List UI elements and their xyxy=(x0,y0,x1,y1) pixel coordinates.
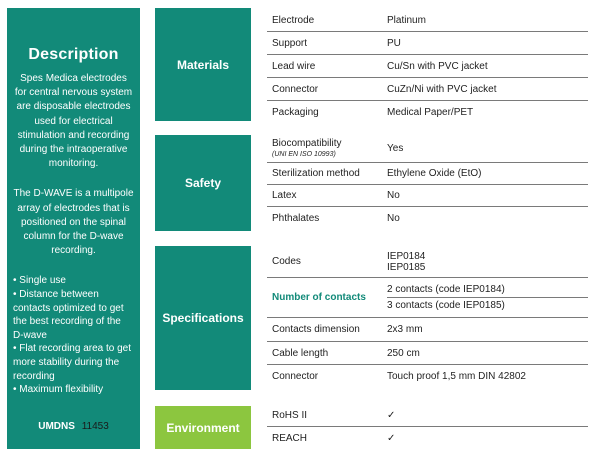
row-key: Connector xyxy=(272,83,319,95)
table-row xyxy=(267,342,588,365)
row-value: 2x3 mm xyxy=(387,324,423,335)
biocompat-label: Biocompatibility xyxy=(272,138,342,149)
category-specifications: Specifications xyxy=(155,246,251,390)
row-value: CuZn/Ni with PVC jacket xyxy=(387,83,497,95)
table-row xyxy=(267,207,588,229)
feature-list xyxy=(13,274,134,396)
table-row xyxy=(267,278,588,318)
description-panel xyxy=(7,8,140,449)
row-value: Yes xyxy=(387,142,404,154)
umdns-label: UMDNS xyxy=(38,420,75,432)
row-value xyxy=(387,251,588,273)
row-value: No xyxy=(387,212,400,224)
row-value: 250 cm xyxy=(387,347,420,359)
table-row xyxy=(267,134,588,163)
table-row xyxy=(267,185,588,207)
row-key: Sterilization method xyxy=(272,168,360,179)
table-row xyxy=(267,163,588,185)
table-row xyxy=(267,427,588,450)
table-row xyxy=(267,78,588,101)
row-key: Connector xyxy=(272,370,319,382)
row-value xyxy=(387,282,588,313)
row-key: Number of contacts xyxy=(272,292,366,303)
contacts-value: 2 contacts (code IEP0184) xyxy=(387,282,588,298)
table-row xyxy=(267,101,588,124)
umdns-code: 11453 xyxy=(81,420,109,432)
table-row xyxy=(267,55,588,78)
table-row xyxy=(267,246,588,278)
feature-item: • Single use xyxy=(13,274,134,288)
table-row xyxy=(267,365,588,387)
row-key: Cable length xyxy=(272,347,329,359)
check-icon: ✓ xyxy=(387,433,396,444)
row-key: Latex xyxy=(272,190,297,201)
row-key: Lead wire xyxy=(272,60,316,72)
row-key: Phthalates xyxy=(272,212,320,224)
row-key: Codes xyxy=(272,256,301,267)
row-key: Contacts dimension xyxy=(272,324,360,335)
category-safety: Safety xyxy=(155,135,251,231)
table-row xyxy=(267,32,588,55)
row-value: No xyxy=(387,190,400,201)
row-key: Packaging xyxy=(272,107,319,118)
row-key: REACH xyxy=(272,433,308,444)
row-key: Support xyxy=(272,37,308,49)
biocompat-standard: (UNI EN ISO 10993) xyxy=(272,151,336,158)
row-value: Ethylene Oxide (EtO) xyxy=(387,168,482,179)
row-key xyxy=(267,138,387,158)
table-row xyxy=(267,318,588,342)
row-value: Cu/Sn with PVC jacket xyxy=(387,60,488,72)
feature-item: • Maximum flexibility xyxy=(13,383,134,397)
row-value: Platinum xyxy=(387,14,426,26)
row-value: PU xyxy=(387,37,401,49)
row-value: Touch proof 1,5 mm DIN 42802 xyxy=(387,370,526,382)
category-materials: Materials xyxy=(155,8,251,121)
row-value: Medical Paper/PET xyxy=(387,107,474,118)
row-key: Electrode xyxy=(272,14,315,26)
umdns xyxy=(13,421,134,432)
description-paragraph-2: The D-WAVE is a multipole array of electrodes that is positioned on the spinal column for the D-wave recording. xyxy=(13,188,134,257)
table-row xyxy=(267,404,588,427)
code-value: IEP0184 xyxy=(387,250,426,262)
contacts-value: 3 contacts (code IEP0185) xyxy=(387,300,505,311)
row-key: RoHS II xyxy=(272,409,308,421)
feature-item: • Distance between contacts optimized to get the best recording of the D-wave xyxy=(13,288,134,342)
description-paragraph-1: Spes Medica electrodes for central nervous system are disposable electrodes used for electrical stimulation and recording during the intraoperative monitoring. xyxy=(14,73,133,170)
table-row xyxy=(267,9,588,32)
code-value: IEP0185 xyxy=(387,261,426,273)
feature-item: • Flat recording area to get more stability during the recording xyxy=(13,342,134,383)
category-environment: Environment xyxy=(155,406,251,449)
description-title: Description xyxy=(28,46,119,63)
check-icon: ✓ xyxy=(387,409,396,421)
